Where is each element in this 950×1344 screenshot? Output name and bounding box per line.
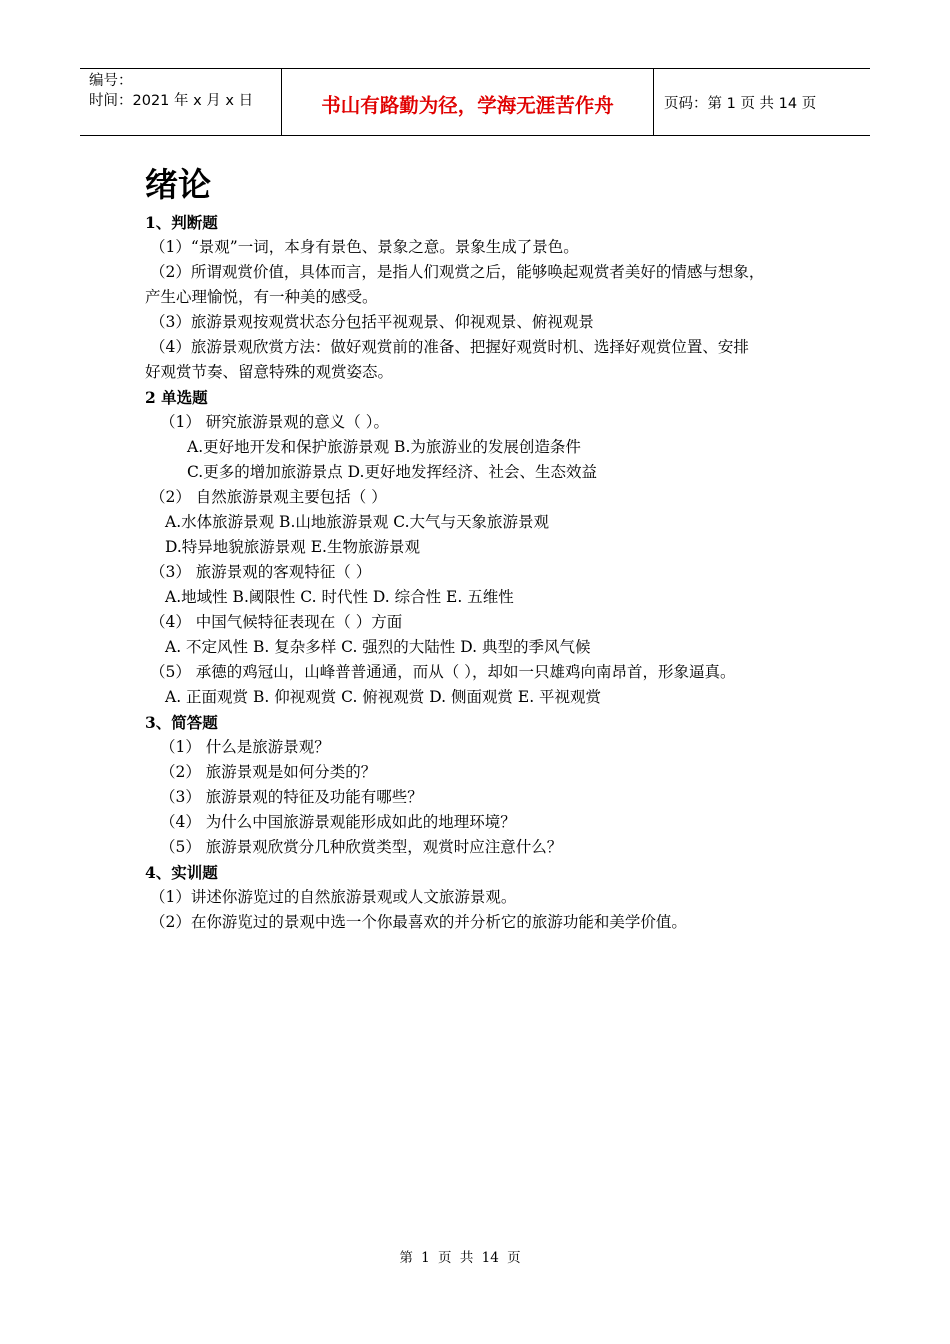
question-line: （4） 为什么中国旅游景观能形成如此的地理环境？ — [160, 813, 516, 831]
question-line: （3）旅游景观按观赏状态分包括平视观景、仰视观景、俯视观景 — [150, 313, 594, 331]
question-line: （5） 旅游景观欣赏分几种欣赏类型，观赏时应注意什么？ — [160, 838, 563, 856]
section-heading: 3、简答题 — [145, 713, 218, 732]
page-info-text: 页码：第 1 页 共 14 页 — [664, 95, 817, 112]
motto-text: 书山有路勤为径，学海无涯苦作舟 — [321, 94, 614, 117]
section-heading: 1、判断题 — [145, 213, 218, 232]
footer-page-number: 第 1 页 共 14 页 — [399, 1250, 521, 1266]
question-line: A. 不定风性 B. 复杂多样 C. 强烈的大陆性 D. 典型的季风气候 — [165, 638, 591, 656]
section-heading: 2 单选题 — [145, 388, 208, 407]
number-label: 编号： — [89, 73, 133, 89]
header-motto — [281, 69, 654, 135]
question-line: （4）旅游景观欣赏方法：做好观赏前的准备、把握好观赏时机、选择好观赏位置、安排 — [150, 338, 749, 356]
question-line: C.更多的增加旅游景点 D.更好地发挥经济、社会、生态效益 — [187, 463, 597, 481]
document-body — [145, 160, 845, 935]
page-header — [80, 68, 870, 136]
document-title: 绪论 — [145, 165, 211, 204]
question-line: （3） 旅游景观的特征及功能有哪些？ — [160, 788, 423, 806]
question-line: A.更好地开发和保护旅游景观 B.为旅游业的发展创造条件 — [187, 438, 581, 456]
question-line: （1）讲述你游览过的自然旅游景观或人文旅游景观。 — [150, 888, 517, 906]
question-line: 产生心理愉悦，有一种美的感受。 — [145, 288, 378, 306]
question-line: A.地域性 B.阈限性 C. 时代性 D. 综合性 E. 五维性 — [165, 588, 514, 606]
header-page-info — [654, 69, 870, 135]
question-line: （1） 什么是旅游景观？ — [160, 738, 330, 756]
question-line: （2）所谓观赏价值，具体而言，是指人们观赏之后，能够唤起观赏者美好的情感与想象， — [150, 263, 765, 281]
header-meta — [80, 69, 281, 135]
question-line: （3） 旅游景观的客观特征（ ） — [150, 563, 372, 581]
question-line: A. 正面观赏 B. 仰视观赏 C. 俯视观赏 D. 侧面观赏 E. 平视观赏 — [165, 688, 602, 706]
page-footer — [0, 1246, 950, 1266]
question-line: A.水体旅游景观 B.山地旅游景观 C.大气与天象旅游景观 — [165, 513, 550, 531]
question-line: （2）在你游览过的景观中选一个你最喜欢的并分析它的旅游功能和美学价值。 — [150, 913, 687, 931]
section-heading: 4、实训题 — [145, 863, 218, 882]
question-line: （1）“景观”一词，本身有景色、景象之意。景象生成了景色。 — [150, 238, 579, 256]
sections-container — [145, 210, 845, 935]
question-line: （4） 中国气候特征表现在（ ）方面 — [150, 613, 403, 631]
question-line: （5） 承德的鸡冠山，山峰普普通通，而从（ ），却如一只雄鸡向南昂首，形象逼真。 — [150, 663, 736, 681]
question-line: 好观赏节奏、留意特殊的观赏姿态。 — [145, 363, 394, 381]
question-line: （2） 旅游景观是如何分类的？ — [160, 763, 377, 781]
question-line: （2） 自然旅游景观主要包括（ ） — [150, 488, 387, 506]
question-line: D.特异地貌旅游景观 E.生物旅游景观 — [165, 538, 420, 556]
question-line: （1） 研究旅游景观的意义（ ）。 — [160, 413, 389, 431]
time-label: 时间：2021 年 x 月 x 日 — [89, 93, 254, 109]
